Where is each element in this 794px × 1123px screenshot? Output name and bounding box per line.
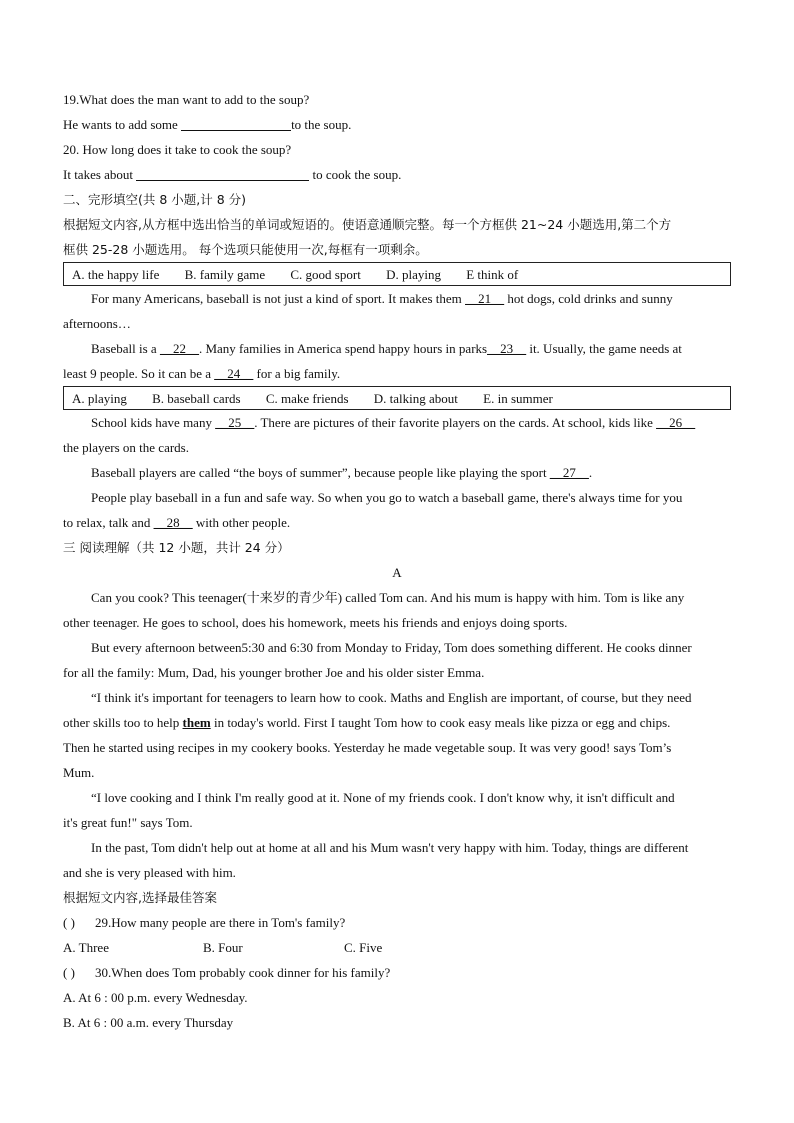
blank-25[interactable]: __25__ bbox=[215, 415, 255, 430]
passage-line: it's great fun!" says Tom. bbox=[63, 815, 193, 830]
highlighted-word: them bbox=[182, 715, 211, 730]
question-20: 20. How long does it take to cook the soup? bbox=[63, 142, 292, 157]
cloze-paragraph-1: For many Americans, baseball is not just a kind of sport. It makes them __21__ hot dogs, cold drinks and sunny bbox=[91, 291, 673, 306]
passage-line: other skills too to help them in today's world. First I taught Tom how to cook easy meals like pizza or egg and chips. bbox=[63, 715, 671, 730]
passage-line: But every afternoon between5:30 and 6:30 from Monday to Friday, Tom does something different. He cooks dinner bbox=[91, 640, 692, 655]
passage-line: other teenager. He goes to school, does his homework, meets his friends and enjoys doing sports. bbox=[63, 615, 568, 630]
cloze-paragraph-2-cont: least 9 people. So it can be a __24__ for a big family. bbox=[63, 366, 341, 381]
word-box-1-option: E think of bbox=[466, 267, 519, 282]
cloze-paragraph-3: School kids have many __25__. There are pictures of their favorite players on the cards. At school, kids like __26__ bbox=[91, 415, 696, 430]
word-box-2 bbox=[63, 386, 731, 410]
answer-paren-30[interactable]: ( ) bbox=[63, 965, 75, 980]
section-2-title: 二、完形填空(共 8 小题,计 8 分) bbox=[63, 192, 247, 207]
passage-label: A bbox=[392, 565, 402, 580]
passage-line: “I think it's important for teenagers to learn how to cook. Maths and English are important, of course, but they need bbox=[91, 690, 692, 705]
section-3-title: 三 阅读理解（共 12 小题，共计 24 分） bbox=[63, 540, 290, 555]
answer-paren-29[interactable]: ( ) bbox=[63, 915, 75, 930]
passage-line: Then he started using recipes in my cookery books. Yesterday he made vegetable soup. It was very good! says Tom’s bbox=[63, 740, 672, 755]
blank-23[interactable]: __23__ bbox=[487, 341, 527, 356]
blank-27[interactable]: __27__ bbox=[549, 465, 589, 480]
word-box-2-option: A. playing bbox=[72, 391, 127, 406]
word-box-2-option: C. make friends bbox=[265, 391, 349, 406]
cloze-paragraph-3-cont: the players on the cards. bbox=[63, 440, 189, 455]
option-30-a[interactable]: A. At 6 : 00 p.m. every Wednesday. bbox=[63, 990, 248, 1005]
blank-24[interactable]: __24__ bbox=[214, 366, 254, 381]
exam-page bbox=[63, 87, 731, 1035]
cloze-paragraph-5: People play baseball in a fun and safe way. So when you go to watch a baseball game, there's always time for you bbox=[91, 490, 683, 505]
blank-22[interactable]: __22__ bbox=[159, 341, 199, 356]
word-box-2-option: D. talking about bbox=[373, 391, 458, 406]
passage-line: and she is very pleased with him. bbox=[63, 865, 236, 880]
passage-line: “I love cooking and I think I'm really good at it. None of my friends cook. I don't know why, it isn't difficult and bbox=[91, 790, 675, 805]
word-box-1-option: D. playing bbox=[386, 267, 441, 282]
blank-21[interactable]: __21__ bbox=[465, 291, 505, 306]
section-2-instruction-1: 根据短文内容,从方框中选出恰当的单词或短语的。使语意通顺完整。每一个方框供 21~24 小题选用,第二个方 bbox=[63, 217, 672, 232]
answer-20: It takes about to cook the soup. bbox=[63, 167, 402, 182]
reading-instruction: 根据短文内容,选择最佳答案 bbox=[63, 890, 217, 905]
word-box-1-option: B. family game bbox=[184, 267, 266, 282]
cloze-paragraph-1-cont: afternoons… bbox=[63, 316, 131, 331]
cloze-paragraph-4: Baseball players are called “the boys of summer”, because people like playing the sport __27__. bbox=[91, 465, 593, 480]
cloze-paragraph-5-cont: to relax, talk and __28__ with other people. bbox=[63, 515, 291, 530]
question-29-options bbox=[63, 935, 731, 960]
word-box-1 bbox=[63, 262, 731, 286]
word-box-2-option: E. in summer bbox=[483, 391, 553, 406]
question-19: 19.What does the man want to add to the soup? bbox=[63, 92, 310, 107]
option-29-a[interactable]: A. Three bbox=[63, 940, 109, 955]
option-30-b[interactable]: B. At 6 : 00 a.m. every Thursday bbox=[63, 1015, 234, 1030]
passage-line: for all the family: Mum, Dad, his younger brother Joe and his older sister Emma. bbox=[63, 665, 485, 680]
word-box-1-option: C. good sport bbox=[290, 267, 361, 282]
question-29: ( ) 29.How many people are there in Tom's family? bbox=[63, 910, 731, 935]
passage-line: Can you cook? This teenager(十来岁的青少年) called Tom can. And his mum is happy with him. Tom is like any bbox=[91, 590, 685, 605]
answer-19-blank[interactable] bbox=[181, 116, 291, 131]
blank-28[interactable]: __28__ bbox=[153, 515, 193, 530]
question-30: ( ) 30.When does Tom probably cook dinner for his family? bbox=[63, 960, 731, 985]
blank-26[interactable]: __26__ bbox=[656, 415, 696, 430]
word-box-1-option: A. the happy life bbox=[72, 267, 160, 282]
option-29-c[interactable]: C. Five bbox=[344, 940, 383, 955]
passage-line: In the past, Tom didn't help out at home at all and his Mum wasn't very happy with him. Today, things are different bbox=[91, 840, 689, 855]
passage-line: Mum. bbox=[63, 765, 95, 780]
answer-20-blank[interactable] bbox=[136, 166, 309, 181]
section-2-instruction-2: 框供 25-28 小题选用。 每个选项只能使用一次,每框有一项剩余。 bbox=[63, 242, 428, 257]
option-29-b[interactable]: B. Four bbox=[203, 940, 243, 955]
cloze-paragraph-2: Baseball is a __22__. Many families in America spend happy hours in parks__23__ it. Usually, the game needs at bbox=[91, 341, 682, 356]
answer-19: He wants to add some to the soup. bbox=[63, 117, 352, 132]
word-box-2-option: B. baseball cards bbox=[152, 391, 241, 406]
